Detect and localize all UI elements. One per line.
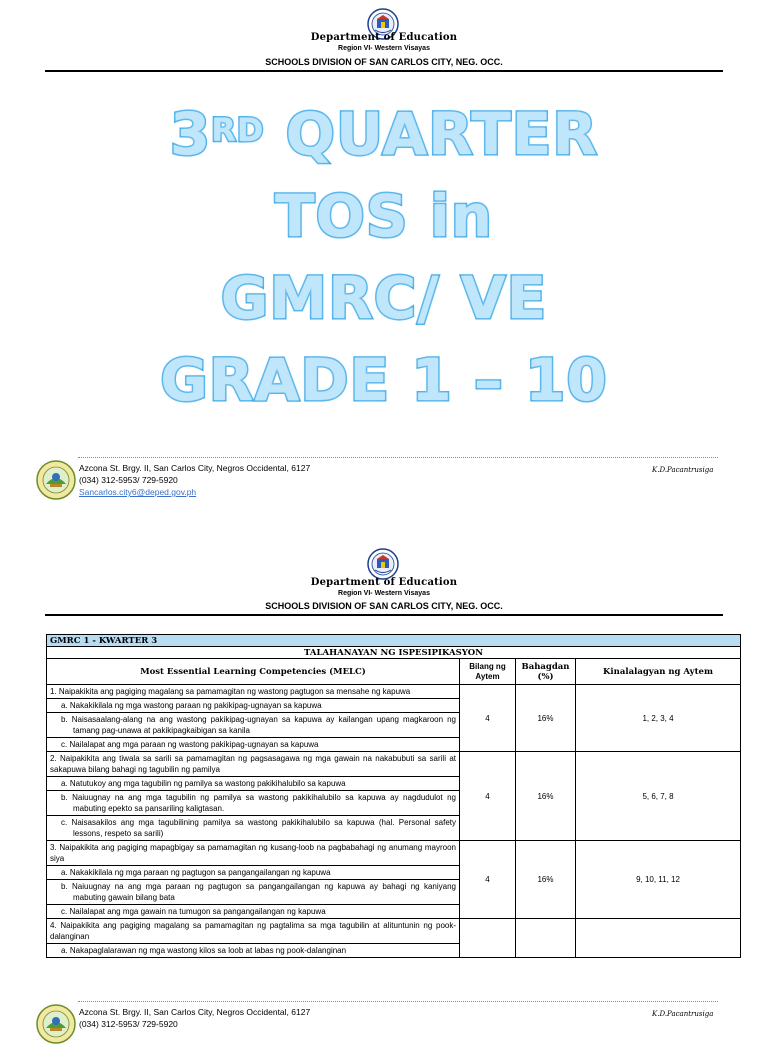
item-count	[460, 919, 516, 958]
column-header-kinalalagyan: Kinalalagyan ng Aytem	[576, 659, 741, 685]
competency-main: 1. Naipakikita ang pagiging magalang sa pamamagitan ng wastong pagtugon sa mensahe ng kapuwa	[47, 685, 460, 699]
competency-sub: c. Naisasakilos ang mga tagubilining pamilya sa wastong pakikihalubilo sa kapuwa (hal. Personal safety lessons, respeto sa sarili)	[47, 816, 460, 841]
region-name: Region VI- Western Visayas	[338, 45, 430, 52]
item-count: 4	[460, 752, 516, 841]
table-banner: GMRC 1 - KWARTER 3	[47, 635, 741, 647]
footer-phone: (034) 312-5953/ 729-5920	[79, 475, 178, 485]
cover-title-line-3: GMRC/ VE	[220, 264, 548, 332]
department-name: Department of Education	[310, 577, 458, 588]
item-placement: 1, 2, 3, 4	[576, 685, 741, 752]
item-percent: 16%	[516, 841, 576, 919]
competency-main: 2. Naipakikita ang tiwala sa sarili sa pamamagitan ng pagsasagawa ng mga gawain na nakabubuti sa sarili at sakapuwa bilang bahagi ng tagubilin ng pamilya	[47, 752, 460, 777]
item-percent	[516, 919, 576, 958]
footer-address: Azcona St. Brgy. II, San Carlos City, Negros Occidental, 6127	[79, 1007, 311, 1017]
division-logo-icon	[36, 1004, 76, 1044]
table-subtitle: TALAHANAYAN NG ISPESIPIKASYON	[47, 647, 741, 659]
column-header-melc: Most Essential Learning Competencies (MELC)	[47, 659, 460, 685]
column-header-bahagdan: Bahagdan (%)	[516, 659, 576, 685]
competency-sub: a. Nakapaglalarawan ng mga wastong kilos sa loob at labas ng pook-dalanginan	[47, 944, 460, 958]
cover-page	[0, 0, 768, 512]
signature: K.D.Pacantrusiga	[652, 466, 714, 474]
division-logo-icon	[36, 460, 76, 500]
item-percent: 16%	[516, 685, 576, 752]
tos-table	[46, 634, 741, 958]
competency-sub: b. Naisasaalang-alang na ang wastong pakikipag-ugnayan sa kapuwa ay kailangan upang magkaroon ng tamang pag-unawa at pakikipagkaibigan sa kanila	[47, 713, 460, 738]
tos-page	[0, 544, 768, 1029]
item-placement: 9, 10, 11, 12	[576, 841, 741, 919]
competency-sub: b. Naiuugnay na ang mga tagubilin ng pamilya sa wastong pakikihalubilo sa kapuwa ay nagdudulot ng mabuting epekto sa pansariling kaligtasan.	[47, 791, 460, 816]
footer-address: Azcona St. Brgy. II, San Carlos City, Negros Occidental, 6127	[79, 463, 311, 473]
deped-seal-icon	[367, 548, 399, 580]
footer-contact	[79, 462, 310, 498]
cover-title-line-2: TOS in	[274, 182, 493, 250]
competency-main: 3. Naipakikita ang pagiging mapagbigay sa pamamagitan ng kusang-loob na pagbabahagi ng anumang mayroon siya	[47, 841, 460, 866]
item-count: 4	[460, 841, 516, 919]
division-name: SCHOOLS DIVISION OF SAN CARLOS CITY, NEG. OCC.	[265, 601, 503, 611]
footer-phone: (034) 312-5953/ 729-5920	[79, 1019, 178, 1029]
competency-sub: a. Nakakikilala ng mga wastong paraan ng pakikipag-ugnayan sa kapuwa	[47, 699, 460, 713]
header-rule	[45, 614, 723, 616]
footer-rule	[78, 1001, 718, 1002]
item-placement	[576, 919, 741, 958]
signature: K.D.Pacantrusiga	[652, 1010, 714, 1018]
competency-main: 4. Naipakikita ang pagiging magalang sa pamamagitan ng pagtalima sa mga tagubilin at alituntunin ng pook-dalanginan	[47, 919, 460, 944]
footer-rule	[78, 457, 718, 458]
footer-contact	[79, 1006, 310, 1030]
division-name: SCHOOLS DIVISION OF SAN CARLOS CITY, NEG. OCC.	[265, 57, 503, 67]
region-name: Region VI- Western Visayas	[338, 590, 430, 597]
item-placement: 5, 6, 7, 8	[576, 752, 741, 841]
cover-title-line-4: GRADE 1 – 10	[160, 346, 608, 414]
item-count: 4	[460, 685, 516, 752]
footer-email-link[interactable]: Sancarlos.city6@deped.gov.ph	[79, 487, 197, 497]
competency-sub: a. Natutukoy ang mga tagubilin ng pamilya sa wastong pakikihalubilo sa kapuwa	[47, 777, 460, 791]
cover-title-line-1: 3RD QUARTER	[169, 100, 599, 168]
header-rule	[45, 70, 723, 72]
competency-sub: a. Nakakikilala ng mga paraan ng pagtugon sa pangangailangan ng kapuwa	[47, 866, 460, 880]
item-percent: 16%	[516, 752, 576, 841]
department-name: Department of Education	[310, 32, 458, 43]
competency-sub: c. Nailalapat ang mga paraan ng wastong pakikipag-ugnayan sa kapuwa	[47, 738, 460, 752]
competency-sub: b. Naiuugnay na ang mga paraan ng pagtugon sa pangangailangan ng kapuwa ay bahagi ng kaniyang mabuting gawain bilang bata	[47, 880, 460, 905]
competency-sub: c. Nailalapat ang mga gawain na tumugon sa pangangailangan ng kapuwa	[47, 905, 460, 919]
cover-title	[0, 100, 768, 431]
column-header-bilang: Bilang ng Aytem	[460, 659, 516, 685]
